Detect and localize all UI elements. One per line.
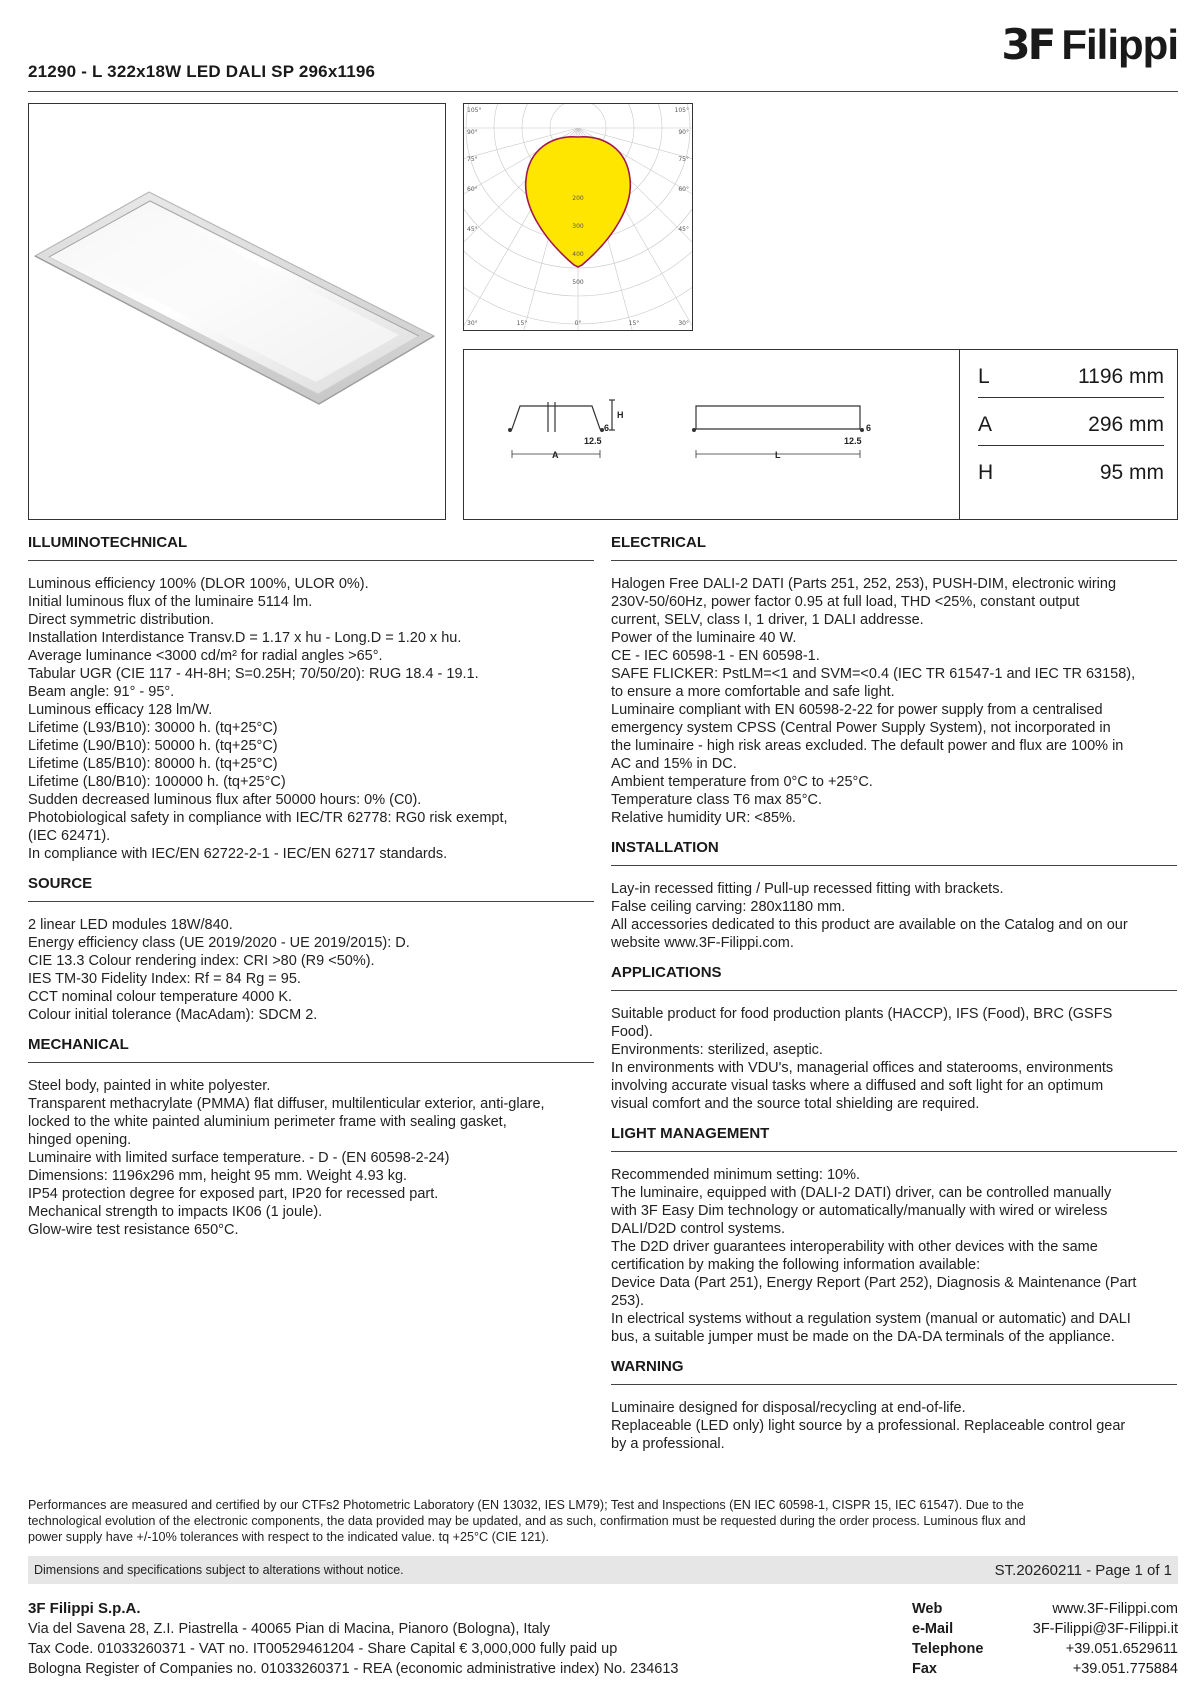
spec-line: by a professional. <box>611 1436 725 1452</box>
spec-line: Lifetime (L90/B10): 50000 h. (tq+25°C) <box>28 738 278 754</box>
dim-label-a: A <box>552 450 559 460</box>
spec-line: SAFE FLICKER: PstLM=<1 and SVM=<0.4 (IEC TR 61547-1 and IEC TR 63158), <box>611 666 1136 682</box>
spec-line: IP54 protection degree for exposed part, IP20 for recessed part. <box>28 1186 439 1202</box>
spec-line: Dimensions: 1196x296 mm, height 95 mm. Weight 4.93 kg. <box>28 1168 408 1184</box>
spec-line: CCT nominal colour temperature 4000 K. <box>28 989 293 1005</box>
spec-line: Luminous efficacy 128 lm/W. <box>28 702 213 718</box>
spec-line: Suitable product for food production plants (HACCP), IFS (Food), BRC (GSFS <box>611 1006 1113 1022</box>
spec-line: certification by making the following information available: <box>611 1257 981 1273</box>
spec-line: CE - IEC 60598-1 - EN 60598-1. <box>611 648 820 664</box>
angle-label: 60° <box>467 186 478 193</box>
spec-line: with 3F Easy Dim technology or automatically/manually with wired or wireless <box>611 1203 1108 1219</box>
section-heading: INSTALLATION <box>611 839 1177 866</box>
angle-label: 75° <box>678 156 689 163</box>
spec-line: Power of the luminaire 40 W. <box>611 630 797 646</box>
spec-line: Luminaire with limited surface temperature. - D - (EN 60598-2-24) <box>28 1150 450 1166</box>
alteration-notice: Dimensions and specifications subject to alterations without notice. <box>34 1563 404 1577</box>
section-heading: ILLUMINOTECHNICAL <box>28 534 594 561</box>
spec-line: 253). <box>611 1293 645 1309</box>
angle-label: 15° <box>628 320 640 327</box>
spec-section <box>611 534 1177 827</box>
dimensions-table <box>978 350 1164 494</box>
performance-footnote <box>28 1497 1178 1545</box>
spec-line: Tabular UGR (CIE 117 - 4H-8H; S=0.25H; 70/50/20): RUG 18.4 - 19.1. <box>28 666 479 682</box>
dimension-key: H <box>978 461 994 484</box>
spec-line: Glow-wire test resistance 650°C. <box>28 1222 239 1238</box>
angle-label: 90° <box>678 129 689 136</box>
spec-line: Direct symmetric distribution. <box>28 612 215 628</box>
angle-label: 105° <box>467 107 482 114</box>
spec-line: website www.3F-Filippi.com. <box>611 935 794 951</box>
spec-section <box>611 1125 1177 1346</box>
angle-label: 30° <box>678 320 689 327</box>
notice-bar <box>28 1556 1178 1584</box>
spec-line: Sudden decreased luminous flux after 50000 hours: 0% (C0). <box>28 792 422 808</box>
product-photo <box>28 103 446 520</box>
spec-line: Energy efficiency class (UE 2019/2020 - UE 2019/2015): D. <box>28 935 410 951</box>
radial-label: 300 <box>572 223 584 230</box>
section-heading: SOURCE <box>28 875 594 902</box>
spec-line: to ensure a more comfortable and safe light. <box>611 684 895 700</box>
spec-line: Ambient temperature from 0°C to +25°C. <box>611 774 873 790</box>
dimension-row <box>978 398 1164 446</box>
spec-line: IES TM-30 Fidelity Index: Rf = 84 Rg = 95. <box>28 971 301 987</box>
dimension-drawing <box>464 350 960 519</box>
dimension-value: 296 mm <box>1088 412 1164 436</box>
spec-line: Luminaire compliant with EN 60598-2-22 for power supply from a centralised <box>611 702 1103 718</box>
spec-line: Luminous efficiency 100% (DLOR 100%, ULOR 0%). <box>28 576 369 592</box>
spec-line: 230V-50/60Hz, power factor 0.95 at full load, THD <25%, constant output <box>611 594 1080 610</box>
spec-line: Lifetime (L80/B10): 100000 h. (tq+25°C) <box>28 774 286 790</box>
spec-section <box>611 964 1177 1113</box>
angle-label: 30° <box>467 320 478 327</box>
right-spec-column <box>611 534 1177 1465</box>
document-code: ST.20260211 - Page 1 of 1 <box>994 1561 1172 1579</box>
section-heading: MECHANICAL <box>28 1036 594 1063</box>
contact-label: Web <box>912 1601 943 1617</box>
dim-label-h: H <box>617 410 624 420</box>
product-title: 21290 - L 322x18W LED DALI SP 296x1196 <box>28 62 376 81</box>
logo-text: Filippi <box>1061 21 1178 68</box>
angle-label: 15° <box>516 320 528 327</box>
spec-line: 2 linear LED modules 18W/840. <box>28 917 233 933</box>
spec-line: Initial luminous flux of the luminaire 5114 lm. <box>28 594 313 610</box>
angle-label: 75° <box>467 156 478 163</box>
dimension-key: L <box>978 364 990 388</box>
spec-line: Transparent methacrylate (PMMA) flat diffuser, multilenticular exterior, anti-glare, <box>28 1096 545 1112</box>
spec-line: False ceiling carving: 280x1180 mm. <box>611 899 846 915</box>
contact-value: www.3F-Filippi.com <box>1052 1601 1178 1617</box>
section-a-drawing <box>510 400 615 458</box>
contact-value: 3F-Filippi@3F-Filippi.it <box>1032 1621 1178 1637</box>
contact-row <box>912 1599 1178 1619</box>
spec-line: Halogen Free DALI-2 DATI (Parts 251, 252, 253), PUSH-DIM, electronic wiring <box>611 576 1117 592</box>
contact-row <box>912 1659 1178 1679</box>
spec-line: current, SELV, class I, 1 driver, 1 DALI addresse. <box>611 612 924 628</box>
dim-label-12-5: 12.5 <box>844 436 862 446</box>
spec-line: All accessories dedicated to this product are available on the Catalog and on our <box>611 917 1128 933</box>
spec-section <box>611 839 1177 952</box>
dim-label-6: 6 <box>866 423 872 433</box>
dimension-row <box>978 446 1164 494</box>
spec-line: CIE 13.3 Colour rendering index: CRI >80 (R9 <50%). <box>28 953 375 969</box>
dimension-row <box>978 350 1164 398</box>
contact-row <box>912 1619 1178 1639</box>
section-heading: ELECTRICAL <box>611 534 1177 561</box>
contact-label: e-Mail <box>912 1621 954 1637</box>
spec-line: Average luminance <3000 cd/m² for radial angles >65°. <box>28 648 383 664</box>
spec-line: Luminaire designed for disposal/recycling at end-of-life. <box>611 1400 966 1416</box>
spec-line: the luminaire - high risk areas excluded. The default power and flux are 100% in <box>611 738 1124 754</box>
spec-section <box>28 534 594 863</box>
company-line: Via del Savena 28, Z.I. Piastrella - 40065 Pian di Macina, Pianoro (Bologna), Italy <box>28 1621 551 1637</box>
contact-value: +39.051.6529611 <box>1065 1641 1178 1657</box>
spec-line: bus, a suitable jumper must be made on the DA-DA terminals of the appliance. <box>611 1329 1115 1345</box>
contact-info <box>912 1599 1178 1679</box>
angle-label: 0° <box>574 320 582 327</box>
spec-section <box>611 1358 1177 1453</box>
spec-line: The D2D driver guarantees interoperability with other devices with the same <box>611 1239 1098 1255</box>
footnote-line: Performances are measured and certified by our CTFs2 Photometric Laboratory (EN 13032, IES LM79); Test and Inspections (EN IEC 60598-1, CISPR 15, IEC 61547). Due to the <box>28 1498 1024 1512</box>
angle-label: 60° <box>678 186 689 193</box>
company-line: Tax Code. 01033260371 - VAT no. IT00529461204 - Share Capital € 3,000,000 fully paid up <box>28 1641 618 1657</box>
spec-line: In compliance with IEC/EN 62722-2-1 - IEC/EN 62717 standards. <box>28 846 448 862</box>
spec-line: Mechanical strength to impacts IK06 (1 joule). <box>28 1204 323 1220</box>
dimension-key: A <box>978 412 993 436</box>
spec-line: Device Data (Part 251), Energy Report (Part 252), Diagnosis & Maintenance (Part <box>611 1275 1137 1291</box>
section-heading: LIGHT MANAGEMENT <box>611 1125 1177 1152</box>
spec-line: Lay-in recessed fitting / Pull-up recessed fitting with brackets. <box>611 881 1004 897</box>
photometric-diagram <box>463 103 693 331</box>
luminaire-image <box>29 104 445 519</box>
spec-line: Steel body, painted in white polyester. <box>28 1078 271 1094</box>
page-header <box>28 20 1178 92</box>
angle-label: 45° <box>678 226 689 233</box>
contact-row <box>912 1639 1178 1659</box>
dimension-value: 95 mm <box>1099 461 1164 484</box>
polar-curve-chart <box>464 104 692 330</box>
dim-label-l: L <box>775 450 781 460</box>
radial-label: 400 <box>572 251 584 258</box>
spec-section <box>28 875 594 1024</box>
company-line: Bologna Register of Companies no. 01033260371 - REA (economic administrative index) No. 234613 <box>28 1661 679 1677</box>
spec-line: locked to the white painted aluminium perimeter frame with sealing gasket, <box>28 1114 507 1130</box>
angle-label: 45° <box>467 226 478 233</box>
spec-line: emergency system CPSS (Central Power Supply System), not incorporated in <box>611 720 1111 736</box>
spec-line: DALI/D2D control systems. <box>611 1221 786 1237</box>
spec-section <box>28 1036 594 1239</box>
spec-line: Temperature class T6 max 85°C. <box>611 792 823 808</box>
spec-line: hinged opening. <box>28 1132 132 1148</box>
spec-line: In electrical systems without a regulation system (manual or automatic) and DALI <box>611 1311 1131 1327</box>
spec-line: Relative humidity UR: <85%. <box>611 810 796 826</box>
logo-mark: 3F <box>1001 20 1054 69</box>
brand-logo <box>1001 20 1178 69</box>
footnote-line: technological evolution of the electronic components, the data provided may be updated, and as such, confirmation must be requested during the order process. Luminous flux and <box>28 1514 1026 1528</box>
spec-line: In environments with VDU's, managerial offices and staterooms, environments <box>611 1060 1114 1076</box>
dimension-value: 1196 mm <box>1078 364 1164 388</box>
spec-line: (IEC 62471). <box>28 828 111 844</box>
dim-label-6: 6 <box>604 423 610 433</box>
spec-line: involving accurate visual tasks where a diffused and soft light for an optimum <box>611 1078 1104 1094</box>
section-heading: WARNING <box>611 1358 1177 1385</box>
contact-label: Telephone <box>912 1641 984 1657</box>
spec-line: Photobiological safety in compliance with IEC/TR 62778: RG0 risk exempt, <box>28 810 508 826</box>
radial-label: 500 <box>572 279 584 286</box>
section-heading: APPLICATIONS <box>611 964 1177 991</box>
footnote-line: power supply have +/-10% tolerances with respect to the indicated value. tq +25°C (CIE 121). <box>28 1530 549 1544</box>
spec-line: visual comfort and the source total shielding are required. <box>611 1096 980 1112</box>
left-spec-column <box>28 534 594 1251</box>
dimensions-panel <box>463 349 1178 520</box>
spec-line: Lifetime (L93/B10): 30000 h. (tq+25°C) <box>28 720 278 736</box>
radial-label: 200 <box>572 195 584 202</box>
spec-line: Beam angle: 91° - 95°. <box>28 684 175 700</box>
dim-label-12-5: 12.5 <box>584 436 602 446</box>
angle-label: 105° <box>674 107 689 114</box>
spec-line: Food). <box>611 1024 653 1040</box>
spec-line: Recommended minimum setting: 10%. <box>611 1167 861 1183</box>
cross-section-drawings <box>464 350 958 519</box>
contact-value: +39.051.775884 <box>1072 1661 1178 1677</box>
company-info <box>28 1599 828 1679</box>
contact-label: Fax <box>912 1661 937 1677</box>
spec-line: Installation Interdistance Transv.D = 1.17 x hu - Long.D = 1.20 x hu. <box>28 630 462 646</box>
spec-line: The luminaire, equipped with (DALI-2 DATI) driver, can be controlled manually <box>611 1185 1112 1201</box>
angle-label: 90° <box>467 129 478 136</box>
spec-line: Replaceable (LED only) light source by a professional. Replaceable control gear <box>611 1418 1126 1434</box>
spec-line: AC and 15% in DC. <box>611 756 737 772</box>
company-name: 3F Filippi S.p.A. <box>28 1600 141 1617</box>
spec-line: Colour initial tolerance (MacAdam): SDCM 2. <box>28 1007 318 1023</box>
spec-line: Lifetime (L85/B10): 80000 h. (tq+25°C) <box>28 756 278 772</box>
spec-line: Environments: sterilized, aseptic. <box>611 1042 823 1058</box>
